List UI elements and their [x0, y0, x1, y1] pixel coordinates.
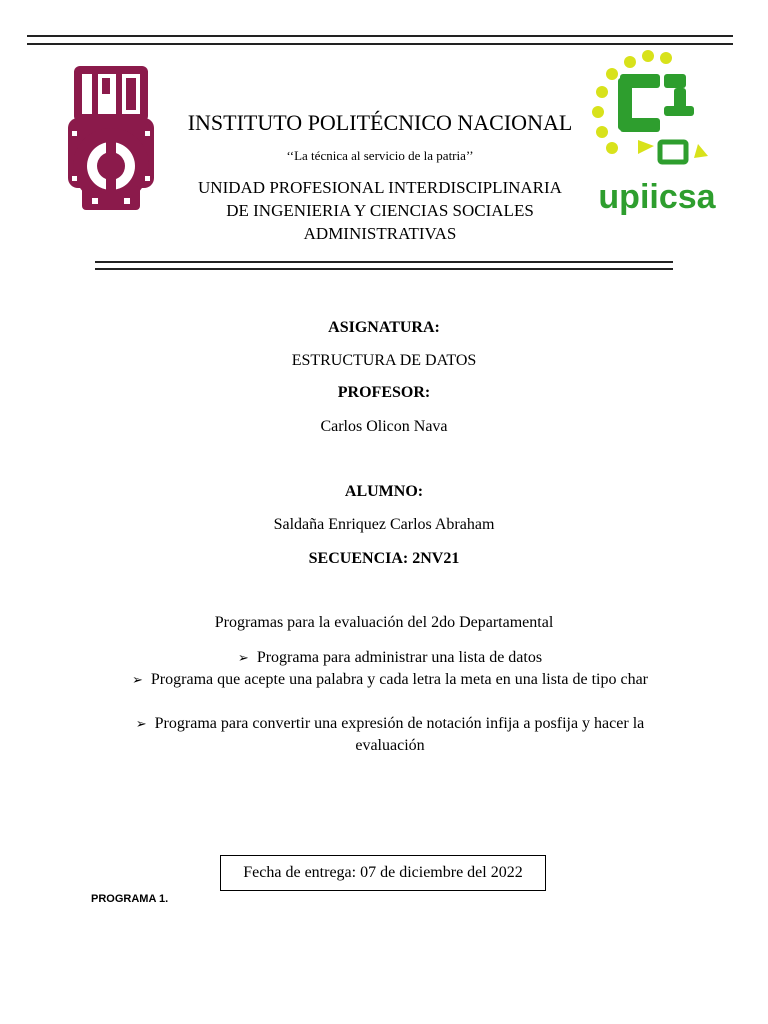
institution-title: INSTITUTO POLITÉCNICO NACIONAL [187, 110, 573, 135]
program-item-text: Programa que acepte una palabra y cada letra la meta en una lista de tipo char [150, 671, 648, 688]
header-rule-2 [95, 268, 673, 270]
professor-label: PROFESOR: [337, 384, 431, 401]
header-rule-1 [95, 261, 673, 263]
student-label: ALUMNO: [344, 483, 424, 500]
arrow-bullet-icon: ➢ [135, 716, 147, 731]
sequence-label: SECUENCIA: 2NV21 [308, 550, 460, 567]
motto: ‘‘La técnica al servicio de la patria’’ [286, 148, 474, 163]
professor-value: Carlos Olicon Nava [320, 418, 448, 435]
top-rule-1 [27, 35, 733, 37]
subject-label: ASIGNATURA: [328, 319, 440, 336]
upiicsa-logo-text: upiicsa [598, 178, 716, 216]
delivery-date-box: Fecha de entrega: 07 de diciembre del 2022 [220, 855, 546, 891]
programs-intro: Programas para la evaluación del 2do Departamental [214, 614, 554, 631]
program-item-text: Programa para convertir una expresión de notación infija a posfija y hacer la evaluación [154, 715, 645, 754]
list-item [100, 647, 680, 669]
top-rule-2 [27, 43, 733, 45]
ipn-logo-icon [62, 56, 160, 218]
unit-line: DE INGENIERIA Y CIENCIAS SOCIALES [226, 201, 534, 220]
unit-line: ADMINISTRATIVAS [303, 224, 457, 243]
arrow-bullet-icon: ➢ [132, 672, 143, 687]
list-item [100, 713, 680, 757]
program-item-text: Programa para administrar una lista de datos [256, 649, 543, 666]
list-item [100, 669, 680, 691]
unit-name [170, 176, 590, 245]
program-label: PROGRAMA 1. [91, 893, 169, 905]
arrow-bullet-icon: ➢ [237, 650, 249, 665]
unit-line: UNIDAD PROFESIONAL INTERDISCIPLINARIA [198, 178, 562, 197]
upiicsa-logo-icon [590, 48, 725, 218]
student-value: Saldaña Enriquez Carlos Abraham [273, 516, 495, 533]
subject-value: ESTRUCTURA DE DATOS [291, 352, 477, 369]
